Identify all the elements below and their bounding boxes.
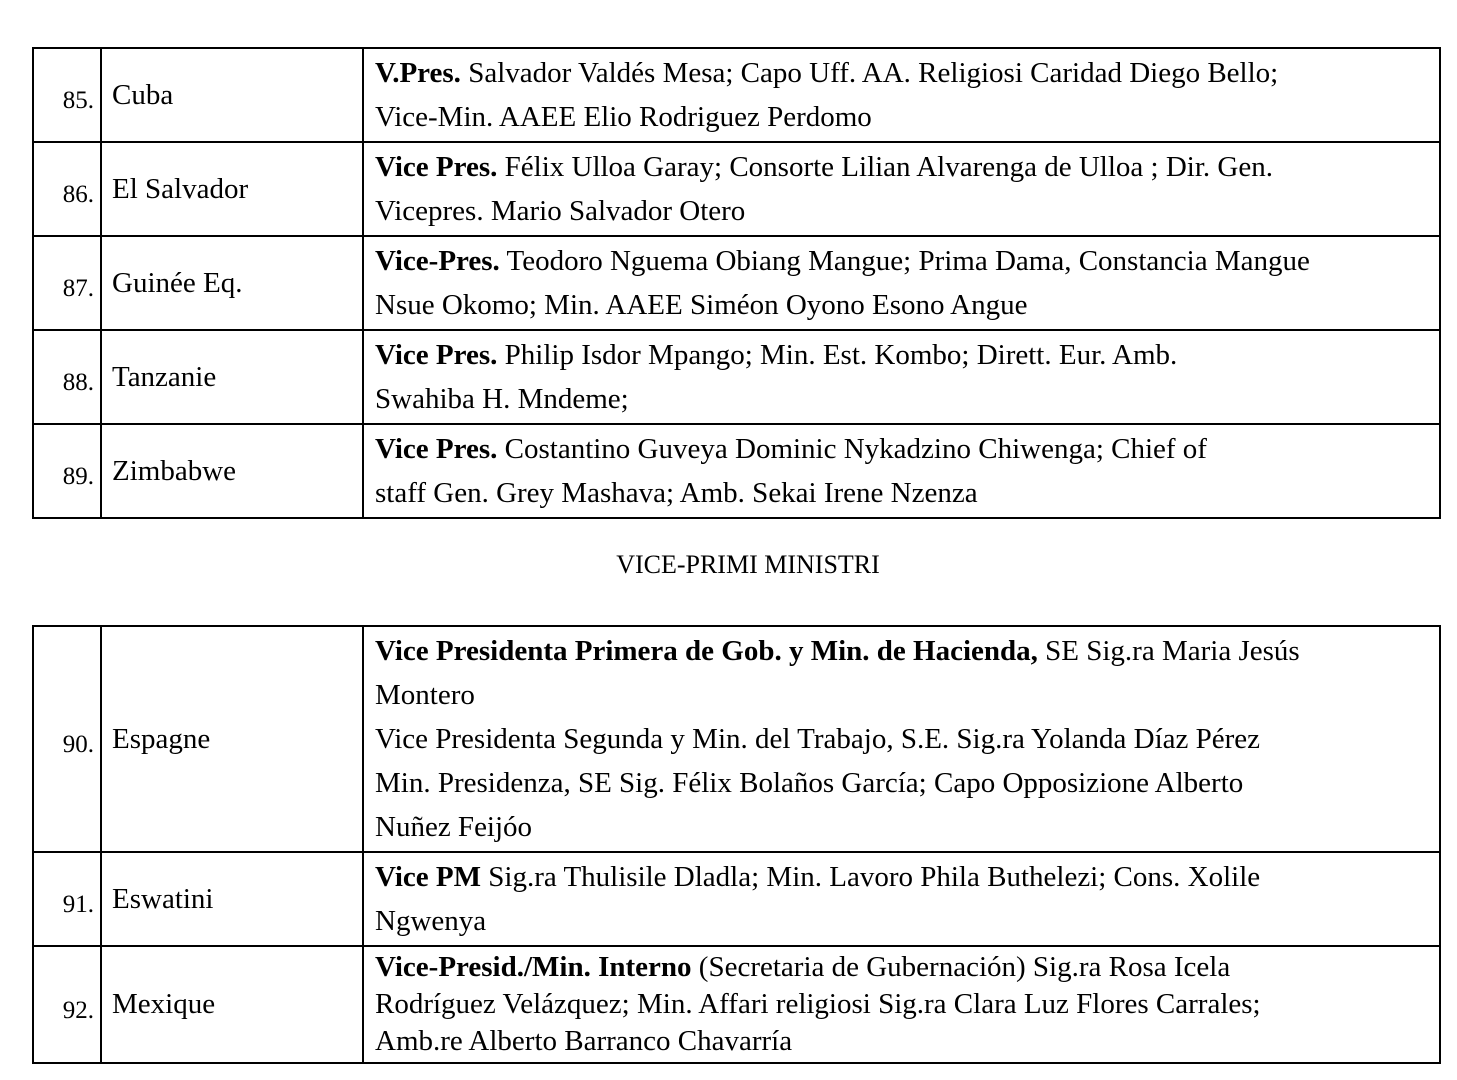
row-number: 85. (33, 48, 101, 142)
title-bold: Vice-Presid./Min. Interno (375, 951, 692, 983)
country-name: El Salvador (101, 142, 363, 236)
table-row (33, 424, 1440, 518)
table-row (33, 48, 1440, 142)
section-heading: VICE-PRIMI MINISTRI (616, 550, 880, 579)
row-number: 86. (33, 142, 101, 236)
country-name: Espagne (101, 626, 363, 852)
title-bold: Vice Presidenta Primera de Gob. y Min. de Hacienda, (375, 635, 1038, 667)
table-row (33, 852, 1440, 946)
delegation-details: V.Pres. Salvador Valdés Mesa; Capo Uff. AA. Religiosi Caridad Diego Bello; Vice-Min. AAEE Elio Rodriguez Perdomo (363, 48, 1440, 142)
title-bold: Vice Pres. (375, 339, 498, 371)
country-name: Eswatini (101, 852, 363, 946)
row-number: 89. (33, 424, 101, 518)
vice-presidents-table (32, 47, 1441, 519)
table-row (33, 330, 1440, 424)
title-bold: Vice-Pres. (375, 245, 500, 277)
row-number: 88. (33, 330, 101, 424)
country-name: Zimbabwe (101, 424, 363, 518)
country-name: Tanzanie (101, 330, 363, 424)
row-number: 90. (33, 626, 101, 852)
country-name: Guinée Eq. (101, 236, 363, 330)
country-name: Mexique (101, 946, 363, 1063)
table-row (33, 142, 1440, 236)
delegation-details: Vice Pres. Félix Ulloa Garay; Consorte Lilian Alvarenga de Ulloa ; Dir. Gen. Vicepres. Mario Salvador Otero (363, 142, 1440, 236)
delegation-details: Vice Pres. Philip Isdor Mpango; Min. Est. Kombo; Dirett. Eur. Amb. Swahiba H. Mndeme; (363, 330, 1440, 424)
delegation-details: Vice Pres. Costantino Guveya Dominic Nykadzino Chiwenga; Chief of staff Gen. Grey Mashava; Amb. Sekai Irene Nzenza (363, 424, 1440, 518)
row-number: 92. (33, 946, 101, 1063)
table-row (33, 946, 1440, 1063)
title-bold: Vice Pres. (375, 151, 498, 183)
row-number: 87. (33, 236, 101, 330)
delegation-details: Vice Presidenta Primera de Gob. y Min. de Hacienda, SE Sig.ra Maria Jesús Montero Vice Presidenta Segunda y Min. del Trabajo, S.E. Sig.ra Yolanda Díaz Pérez Min. Presidenza, SE Sig. Félix Bolaños García; Capo Opposizione Alberto Nuñez Feijóo (363, 626, 1440, 852)
title-bold: Vice Pres. (375, 433, 498, 465)
row-number: 91. (33, 852, 101, 946)
table-row (33, 626, 1440, 852)
delegation-details: Vice-Presid./Min. Interno (Secretaria de Gubernación) Sig.ra Rosa Icela Rodríguez Velázquez; Min. Affari religiosi Sig.ra Clara Luz Flores Carrales; Amb.re Alberto Barranco Chavarría (363, 946, 1440, 1063)
title-bold: V.Pres. (375, 57, 461, 89)
vice-prime-ministers-table (32, 625, 1441, 1064)
delegation-details: Vice-Pres. Teodoro Nguema Obiang Mangue; Prima Dama, Constancia Mangue Nsue Okomo; Min. AAEE Siméon Oyono Esono Angue (363, 236, 1440, 330)
table-row (33, 236, 1440, 330)
delegation-details: Vice PM Sig.ra Thulisile Dladla; Min. Lavoro Phila Buthelezi; Cons. Xolile Ngwenya (363, 852, 1440, 946)
country-name: Cuba (101, 48, 363, 142)
title-bold: Vice PM (375, 861, 482, 893)
